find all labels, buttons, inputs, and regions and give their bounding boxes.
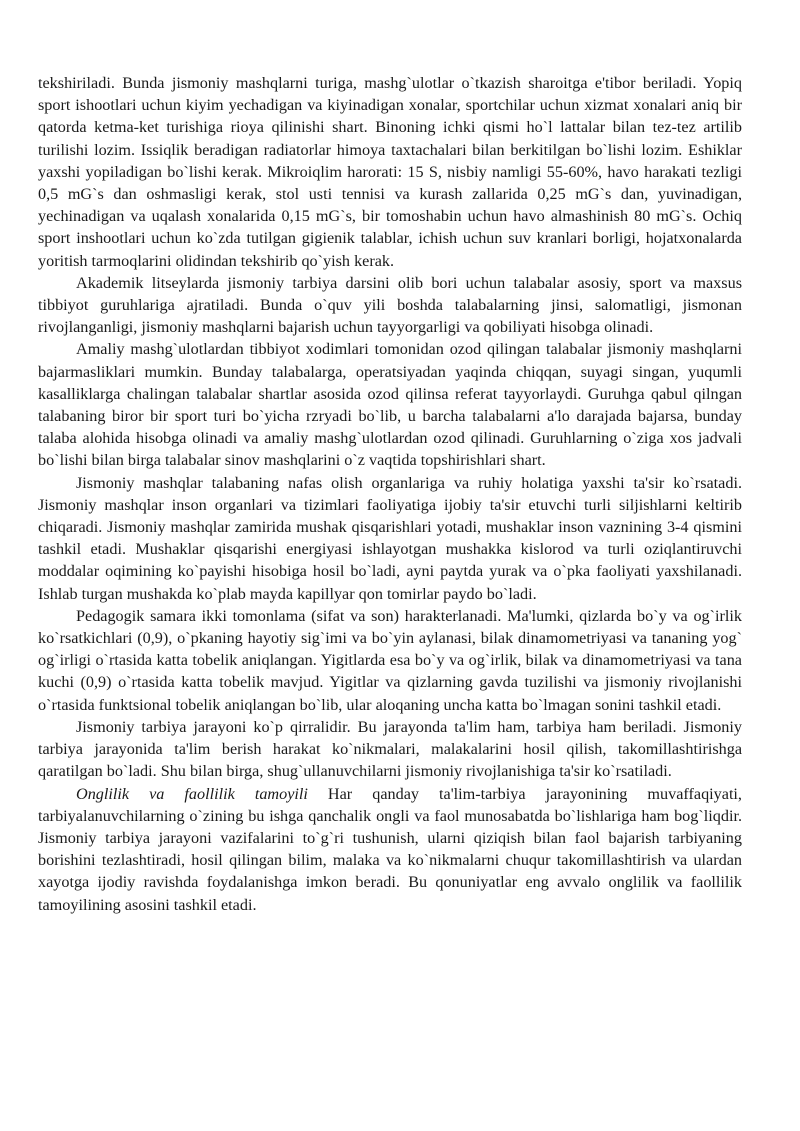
paragraph-continuation: tekshiriladi. Bunda jismoniy mashqlarni turiga, mashg`ulotlar o`tkazish sharoitga e'tibor beriladi. Yopiq sport ishootlari uchun kiyim yechadigan va kiyinadigan xonalar, sportchilar uchun xizmat xonalari aniq bir qatorda ketma-ket turishiga rioya qilinishi shart. Binoning ichki qismi ho`l lattalar bilan tez-tez artilib turilishi lozim. Issiqlik beradigan radiatorlar himoya taxtachalari bilan berkitilgan bo`lishi lozim. Eshiklar yaxshi yopiladigan bo`lishi kerak. Mikroiqlim harorati: 15 S, nisbiy namligi 55-60%, havo harakati tezligi 0,5 mG`s dan oshmasligi kerak, stol usti tennisi va kurash zallarida 0,25 mG`s dan, yuvinadigan, yechinadigan va uqalash xonalarida 0,15 mG`s, bir tomoshabin uchun havo almashinish 80 mG`s. Ochiq sport inshootlari uchun ko`zda tutilgan gigienik talablar, ichish uchun suv kranlari borligi, hojatxonalarda yoritish tarmoqlarini olidindan tekshirib qo`yish kerak.: [38, 74, 742, 270]
principle-body: Har qanday ta'lim-tarbiya jarayonining muvaffaqiyati, tarbiyalanuvchilarning o`zining bu ishga qanchalik ongli va faol munosabatda bo`lishlariga ham bog`liqdir. Jismoniy tarbiya jarayoni vazifalarini to`g`ri tushunish, ularni qiziqish bilan faol bajarish tarbiyaning borishini tezlashtiradi, hosil qilingan bilim, malaka va ko`nikmalarni chuqur takomillashtirish va ulardan xayotga ijodiy ravishda foydalanishga imkon beradi. Bu qonuniyatlar eng avvalo onglilik va faollilik tamoyilining asosini tashkil etadi.: [38, 784, 742, 914]
document-page: [38, 72, 742, 916]
paragraph-physical-exercise-effects: Jismoniy mashqlar talabaning nafas olish organlariga va ruhiy holatiga yaxshi ta'sir ko`rsatadi. Jismoniy mashqlar inson organlari va tizimlari faoliyatiga ijobiy ta'sir etuvchi turli siljishlarni keltirib chiqaradi. Jismoniy mashqlar zamirida mushak qisqarishlari yotadi, mushaklar inson vaznining 3-4 qismini tashkil etadi. Mushaklar qisqarishi energiyasi ishlayotgan mushakka kislorod va turli oziqlantiruvchi moddalar oqimining ko`payishi hisobiga hosil bo`ladi, ayni paytda yurak va o`pka faoliyati yaxshilanadi. Ishlab turgan mushakda ko`plab mayda kapillyar qon tomirlar paydo bo`ladi.: [38, 473, 742, 603]
paragraph-exempted-students: Amaliy mashg`ulotlardan tibbiyot xodimlari tomonidan ozod qilingan talabalar jismoniy mashqlarni bajarmasliklari mumkin. Bunday talabalarga, operatsiyadan yaqinda chiqqan, suyagi singan, yuqumli kasalliklarga chalingan talabalar shartlar asosida ozod qilinsa referat tayyorlaydi. Guruhga qabul qilngan talabaning biror bir sport turi bo`yicha rzryadi bo`lib, u barcha talabalarni a'lo darajada bajarsa, bunday talaba alohida hisobga olinadi va amaliy mashg`ulotlardan ozod qilinadi. Guruhlarning o`ziga xos jadvali bo`lishi bilan birga talabalar sinov mashqlarini o`z vaqtida topshirishlari shart.: [38, 340, 742, 470]
paragraph-academic-lyceums: Akademik litseylarda jismoniy tarbiya darsini olib bori uchun talabalar asosiy, sport va maxsus tibbiyot guruhlariga ajratiladi. Bunda o`quv yili boshda talabalarning jinsi, salomatligi, jismonan rivojlanganligi, jismoniy mashqlarni bajarish uchun tayyorgarligi va qobiliyati hisobga olinadi.: [38, 273, 742, 337]
paragraph-consciousness-principle: [38, 783, 742, 916]
paragraph-physical-education-process: Jismoniy tarbiya jarayoni ko`p qirralidir. Bu jarayonda ta'lim ham, tarbiya ham beriladi. Jismoniy tarbiya jarayonida ta'lim berish harakat ko`nikmalari, malakalarini hosil qilish, takomillashtirishga qaratilgan bo`ladi. Shu bilan birga, shug`ullanuvchilarni jismoniy rivojlanishiga ta'sir ko`rsatiladi.: [38, 717, 742, 781]
paragraph-pedagogical-effect: Pedagogik samara ikki tomonlama (sifat va son) harakterlanadi. Ma'lumki, qizlarda bo`y va og`irlik ko`rsatkichlari (0,9), o`pkaning hayotiy sig`imi va bo`yin aylanasi, bilak dinamometriyasi va tananing yog` og`irligi o`rtasida katta tobelik aniqlangan. Yigitlarda esa bo`y va og`irlik, bilak va dinamometriyasi va tana kuchi (0,9) o`rtasida katta tobelik mavjud. Yigitlar va qizlarning gavda tuzilishi va jismoniy rivojlanishi o`rtasida funktsional tobelik aniqlangan bo`lib, ular aloqaning uncha katta bo`lmagan sonini tashkil etadi.: [38, 606, 742, 714]
principle-heading: Onglilik va faollilik tamoyili: [76, 784, 308, 803]
